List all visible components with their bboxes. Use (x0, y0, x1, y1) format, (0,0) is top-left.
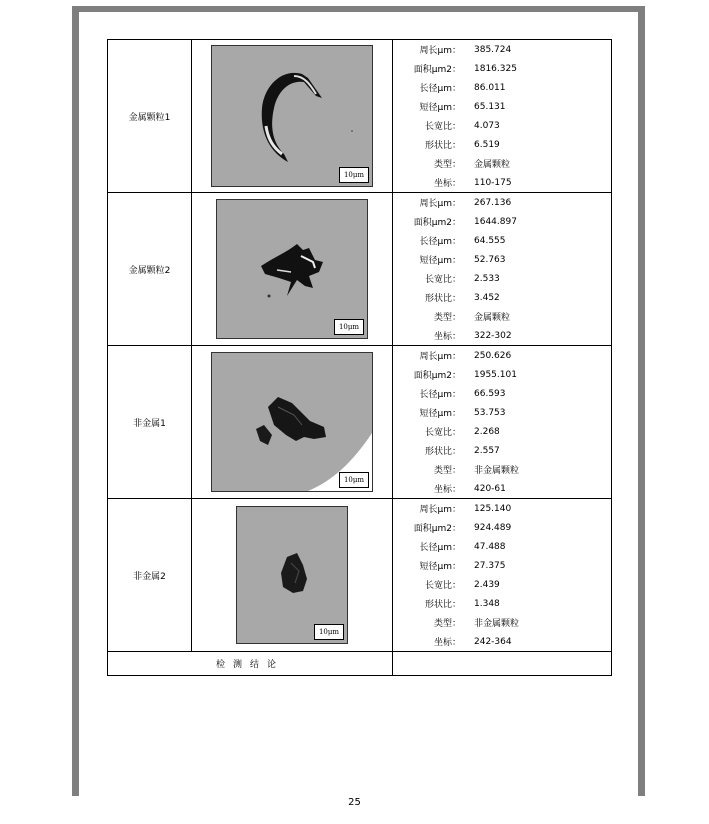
list-item: 长径μm： 47.488 (419, 541, 506, 553)
list-item: 形状比： 1.348 (424, 598, 500, 610)
micrograph-image (236, 506, 348, 644)
particle-shape (237, 507, 347, 643)
list-item: 坐标： 242-364 (433, 636, 512, 648)
list-item: 坐标： 110-175 (433, 177, 512, 189)
list-item: 长径μm： 86.011 (419, 82, 506, 94)
particle-properties (393, 499, 612, 652)
particle-label: 非金属2 (108, 499, 192, 652)
particle-shape (217, 200, 367, 338)
table-row (108, 499, 612, 652)
list-item: 类型： 金属颗粒 (433, 160, 511, 170)
list-item: 类型： 非金属颗粒 (433, 619, 520, 629)
list-item: 短径μm： 65.131 (419, 101, 506, 113)
table-row (108, 193, 612, 346)
list-item: 周长μm： 125.140 (419, 503, 512, 515)
list-item: 长径μm： 64.555 (419, 235, 506, 247)
conclusion-label: 检测结论 (108, 652, 393, 676)
scale-bar: 10μm (339, 472, 369, 488)
scale-bar: 10μm (334, 319, 364, 335)
particle-properties (393, 346, 612, 499)
particle-properties (393, 193, 612, 346)
particle-label: 金属颗粒1 (108, 40, 192, 193)
list-item: 长宽比： 4.073 (424, 120, 500, 132)
particle-shape (212, 353, 372, 491)
list-item: 长宽比： 2.439 (424, 579, 500, 591)
list-item: 面积μm2： 1816.325 (413, 63, 517, 75)
list-item: 短径μm： 53.753 (419, 407, 506, 419)
list-item: 长径μm： 66.593 (419, 388, 506, 400)
micrograph-image (211, 352, 373, 492)
table-row (108, 346, 612, 499)
list-item: 面积μm2： 1955.101 (413, 369, 517, 381)
page-number: 25 (348, 797, 361, 808)
particle-report-table (107, 39, 612, 676)
list-item: 周长μm： 385.724 (419, 44, 512, 56)
list-item: 类型： 金属颗粒 (433, 313, 511, 323)
scale-bar: 10μm (314, 624, 344, 640)
micrograph-image (211, 45, 373, 187)
list-item: 长宽比： 2.268 (424, 426, 500, 438)
micrograph-image (216, 199, 368, 339)
list-item: 形状比： 6.519 (424, 139, 500, 151)
list-item: 形状比： 3.452 (424, 292, 500, 304)
particle-label: 非金属1 (108, 346, 192, 499)
particle-properties (393, 40, 612, 193)
table-row (108, 40, 612, 193)
particle-shape (212, 46, 372, 186)
list-item: 坐标： 322-302 (433, 330, 512, 342)
particle-label: 金属颗粒2 (108, 193, 192, 346)
list-item: 短径μm： 27.375 (419, 560, 506, 572)
conclusion-row (108, 652, 612, 676)
list-item: 长宽比： 2.533 (424, 273, 500, 285)
conclusion-value (393, 652, 612, 676)
list-item: 坐标： 420-61 (433, 483, 506, 495)
list-item: 面积μm2： 1644.897 (413, 216, 517, 228)
list-item: 短径μm： 52.763 (419, 254, 506, 266)
scale-bar: 10μm (339, 167, 369, 183)
list-item: 周长μm： 250.626 (419, 350, 512, 362)
list-item: 周长μm： 267.136 (419, 197, 512, 209)
list-item: 形状比： 2.557 (424, 445, 500, 457)
list-item: 类型： 非金属颗粒 (433, 466, 520, 476)
list-item: 面积μm2： 924.489 (413, 522, 512, 534)
